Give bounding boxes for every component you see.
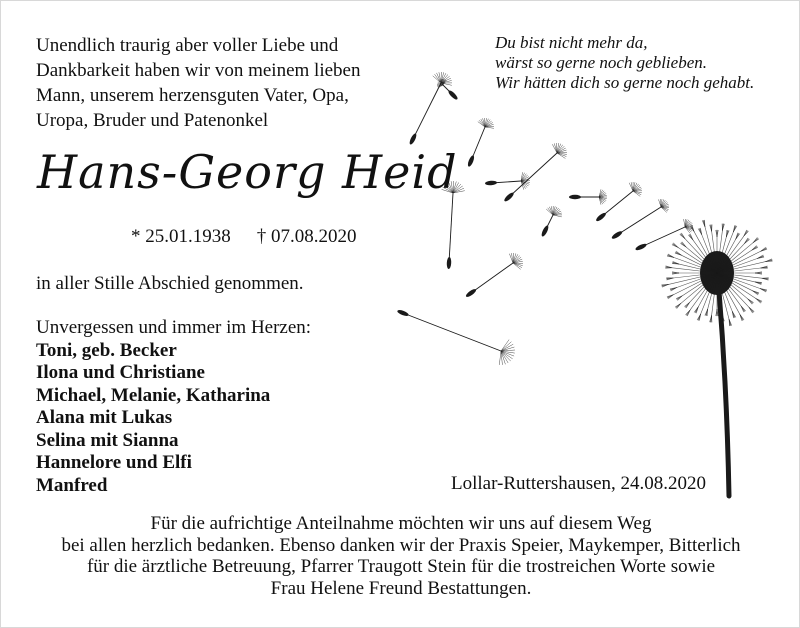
quote-line: Wir hätten dich so gerne noch gehabt. xyxy=(495,73,755,92)
mourner-name: Manfred xyxy=(36,474,108,496)
mourners-lead: Unvergessen und immer im Herzen: xyxy=(36,317,312,338)
dandelion-seeds xyxy=(397,72,693,365)
intro-line: Mann, unserem herzensguten Vater, Opa, xyxy=(36,85,349,106)
birth-date: * 25.01.1938 xyxy=(131,226,231,247)
dandelion-seed-icon xyxy=(611,199,669,240)
dandelion-seed-icon xyxy=(569,189,607,204)
mourner-name: Selina mit Sianna xyxy=(36,429,179,451)
dandelion-seed-icon xyxy=(595,182,642,222)
mourners-block xyxy=(36,317,311,497)
intro-line: Dankbarkeit haben wir von meinem lieben xyxy=(36,60,361,81)
dandelion-seed-icon xyxy=(397,309,515,365)
dandelion-seed-icon xyxy=(437,79,459,101)
thanks-line: Frau Helene Freund Bestattungen. xyxy=(270,577,532,599)
dandelion-seed-icon xyxy=(503,143,567,203)
mourner-name: Toni, geb. Becker xyxy=(36,339,177,361)
death-date: † 07.08.2020 xyxy=(256,226,357,247)
dandelion-seed-icon xyxy=(540,206,562,237)
farewell-text: in aller Stille Abschied genommen. xyxy=(36,273,304,294)
mourner-name: Michael, Melanie, Katharina xyxy=(36,384,271,406)
quote-line: Du bist nicht mehr da, xyxy=(495,33,648,52)
dandelion-seed-icon xyxy=(485,172,530,189)
quote-line: wärst so gerne noch geblieben. xyxy=(495,53,707,72)
intro-line: Unendlich traurig aber voller Liebe und xyxy=(36,35,339,56)
intro-line: Uropa, Bruder und Patenonkel xyxy=(36,110,269,131)
dandelion-icon xyxy=(662,220,773,496)
dandelion-seed-icon xyxy=(467,118,494,167)
thanks-text xyxy=(1,513,800,599)
thanks-line: für die ärztliche Betreuung, Pfarrer Traugott Stein für die trostreichen Worte sowie xyxy=(86,556,716,577)
thanks-line: Für die aufrichtige Anteilnahme möchten wir uns auf diesem Weg xyxy=(150,513,652,534)
thanks-line: bei allen herzlich bedanken. Ebenso danken wir der Praxis Speier, Maykemper, Bitterlich xyxy=(61,534,741,556)
mourner-name: Alana mit Lukas xyxy=(36,407,173,428)
deceased-name: Hans-Georg Heid xyxy=(37,145,458,199)
mourner-name: Hannelore und Elfi xyxy=(36,452,192,473)
mourners-list xyxy=(36,340,311,498)
life-dates xyxy=(131,226,357,248)
dandelion-seed-icon xyxy=(465,253,523,298)
quote-verse xyxy=(495,33,795,93)
intro-text xyxy=(36,33,436,133)
mourner-name: Ilona und Christiane xyxy=(36,362,205,383)
place-and-date: Lollar-Ruttershausen, 24.08.2020 xyxy=(451,473,707,494)
dandelion-seed-icon xyxy=(635,219,693,251)
